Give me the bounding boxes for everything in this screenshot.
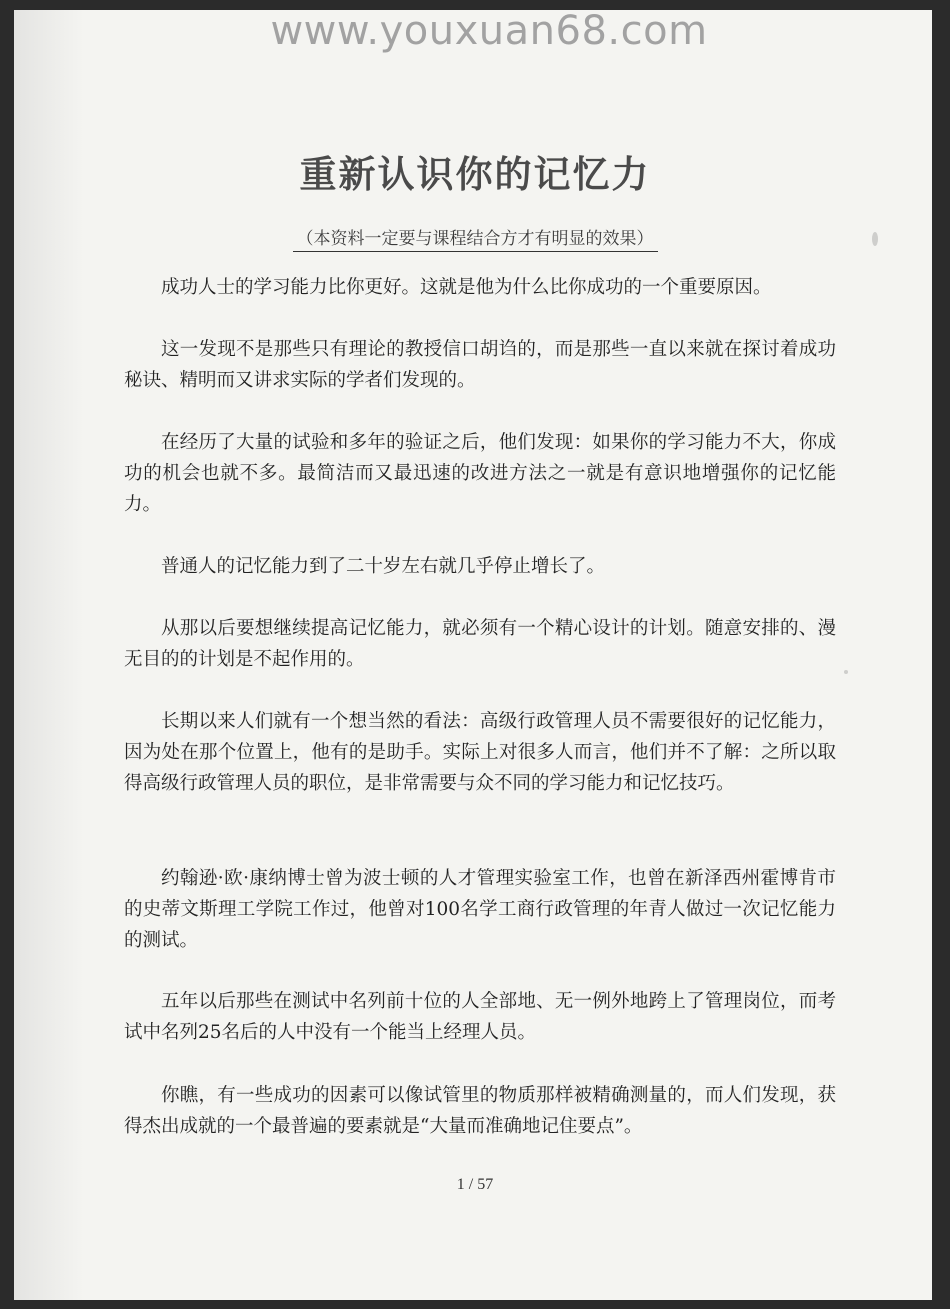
subtitle-text: （本资料一定要与课程结合方才有明显的效果） — [293, 229, 658, 252]
scan-speck — [844, 670, 848, 674]
page-title: 重新认识你的记忆力 — [299, 153, 651, 196]
page-subtitle — [14, 224, 932, 249]
scan-shadow — [14, 10, 84, 1300]
document-page — [14, 10, 932, 1300]
paragraph: 成功人士的学习能力比你更好。这就是他为什么比你成功的一个重要原因。 — [161, 277, 772, 298]
paragraph: 约翰逊·欧·康纳博士曾为波士顿的人才管理实验室工作，也曾在新泽西州霍博肯市的史蒂文斯理工学院工作过，他曾对100名学工商行政管理的年青人做过一次记忆能力的测试。 — [124, 868, 836, 951]
paragraph: 这一发现不是那些只有理论的教授信口胡诌的，而是那些一直以来就在探讨着成功秘诀、精明而又讲求实际的学者们发现的。 — [124, 339, 836, 391]
paragraph: 在经历了大量的试验和多年的验证之后，他们发现：如果你的学习能力不大，你成功的机会也就不多。最简洁而又最迅速的改进方法之一就是有意识地增强你的记忆能力。 — [124, 432, 836, 515]
watermark-text: www.youxuan68.com — [270, 10, 708, 54]
page-number: 1 / 57 — [456, 1176, 494, 1193]
paragraph: 普通人的记忆能力到了二十岁左右就几乎停止增长了。 — [161, 556, 606, 577]
paragraph: 长期以来人们就有一个想当然的看法：高级行政管理人员不需要很好的记忆能力，因为处在那个位置上，他有的是助手。实际上对很多人而言，他们并不了解：之所以取得高级行政管理人员的职位，是非常需要与众不同的学习能力和记忆技巧。 — [124, 711, 836, 794]
paragraph: 你瞧，有一些成功的因素可以像试管里的物质那样被精确测量的，而人们发现，获得杰出成就的一个最普遍的要素就是“大量而准确地记住要点”。 — [124, 1085, 836, 1137]
paragraph: 五年以后那些在测试中名列前十位的人全部地、无一例外地跨上了管理岗位，而考试中名列25名后的人中没有一个能当上经理人员。 — [124, 991, 836, 1043]
paragraph: 从那以后要想继续提高记忆能力，就必须有一个精心设计的计划。随意安排的、漫无目的的计划是不起作用的。 — [124, 618, 836, 670]
